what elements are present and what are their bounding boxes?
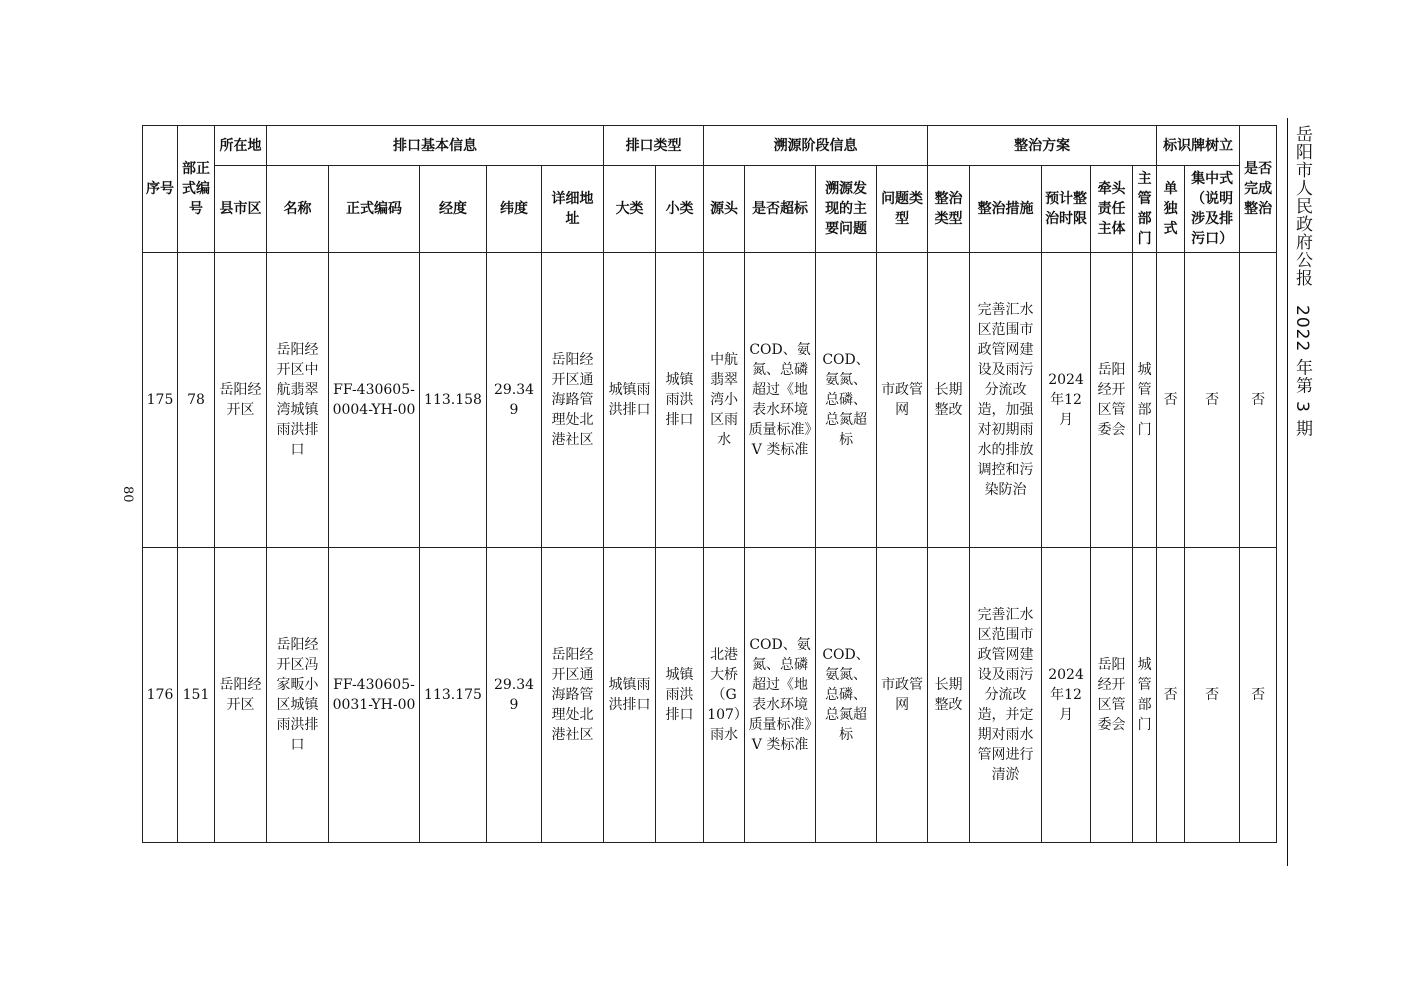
cell-single: 否 <box>1157 548 1185 843</box>
cell-exceed: COD、氨氮、总磷超过《地表水环境质量标准》V 类标准 <box>745 548 816 843</box>
cell-plan-type: 长期整改 <box>928 253 970 548</box>
header-location-group: 所在地 <box>215 126 267 166</box>
header-plan-group: 整治方案 <box>928 126 1157 166</box>
cell-single: 否 <box>1157 253 1185 548</box>
header-plan-type: 整治类型 <box>928 166 970 253</box>
cell-county: 岳阳经开区 <box>215 253 267 548</box>
header-minor: 小类 <box>656 166 704 253</box>
header-row-2 <box>143 166 1277 253</box>
cell-issue: COD、氨氮、总磷、总氮超标 <box>816 253 877 548</box>
header-name: 名称 <box>267 166 329 253</box>
header-lead: 牵头责任主体 <box>1091 166 1133 253</box>
cell-deadline: 2024年12月 <box>1042 253 1091 548</box>
header-basic-group: 排口基本信息 <box>267 126 604 166</box>
cell-major: 城镇雨洪排口 <box>604 548 656 843</box>
header-dept: 主管部门 <box>1133 166 1157 253</box>
header-issue: 溯源发现的主要问题 <box>816 166 877 253</box>
cell-name: 岳阳经开区冯家畈小区城镇雨洪排口 <box>267 548 329 843</box>
header-trace-group: 溯源阶段信息 <box>704 126 928 166</box>
table-row <box>143 548 1277 843</box>
cell-code: FF-430605-0004-YH-00 <box>329 253 420 548</box>
cell-issue: COD、氨氮、总磷、总氮超标 <box>816 548 877 843</box>
cell-done: 否 <box>1240 548 1277 843</box>
cell-latitude: 29.349 <box>487 253 542 548</box>
header-address: 详细地址 <box>542 166 604 253</box>
outfall-table <box>142 125 1277 843</box>
cell-dept-code: 151 <box>178 548 215 843</box>
cell-plan-type: 长期整改 <box>928 548 970 843</box>
cell-address: 岳阳经开区通海路管理处北港社区 <box>542 253 604 548</box>
cell-seq: 175 <box>143 253 178 548</box>
cell-latitude: 29.349 <box>487 548 542 843</box>
header-seq: 序号 <box>143 126 178 253</box>
table-row <box>143 253 1277 548</box>
cell-lead: 岳阳经开区管委会 <box>1091 548 1133 843</box>
header-done: 是否完成整治 <box>1240 126 1277 253</box>
page-number: 80 <box>120 486 135 503</box>
header-problem-type: 问题类型 <box>877 166 928 253</box>
cell-source: 中航翡翠湾小区雨水 <box>704 253 745 548</box>
cell-major: 城镇雨洪排口 <box>604 253 656 548</box>
header-county: 县市区 <box>215 166 267 253</box>
header-code: 正式编码 <box>329 166 420 253</box>
cell-longitude: 113.175 <box>420 548 487 843</box>
cell-name: 岳阳经开区中航翡翠湾城镇雨洪排口 <box>267 253 329 548</box>
cell-minor: 城镇雨洪排口 <box>656 548 704 843</box>
header-deadline: 预计整治时限 <box>1042 166 1091 253</box>
cell-deadline: 2024年12月 <box>1042 548 1091 843</box>
cell-problem-type: 市政管网 <box>877 548 928 843</box>
header-single: 单独式 <box>1157 166 1185 253</box>
cell-county: 岳阳经开区 <box>215 548 267 843</box>
header-longitude: 经度 <box>420 166 487 253</box>
cell-problem-type: 市政管网 <box>877 253 928 548</box>
cell-exceed: COD、氨氮、总磷超过《地表水环境质量标准》V 类标准 <box>745 253 816 548</box>
cell-central: 否 <box>1185 548 1240 843</box>
header-source: 源头 <box>704 166 745 253</box>
cell-seq: 176 <box>143 548 178 843</box>
cell-code: FF-430605-0031-YH-00 <box>329 548 420 843</box>
header-central: 集中式（说明涉及排污口） <box>1185 166 1240 253</box>
cell-dept: 城管部门 <box>1133 253 1157 548</box>
cell-longitude: 113.158 <box>420 253 487 548</box>
cell-central: 否 <box>1185 253 1240 548</box>
side-rule <box>1287 118 1288 866</box>
header-latitude: 纬度 <box>487 166 542 253</box>
cell-dept: 城管部门 <box>1133 548 1157 843</box>
header-dept-code: 部正式编号 <box>178 126 215 253</box>
cell-measures: 完善汇水区范围市政管网建设及雨污分流改造，并定期对雨水管网进行清淤 <box>970 548 1042 843</box>
cell-measures: 完善汇水区范围市政管网建设及雨污分流改造，加强对初期雨水的排放调控和污染防治 <box>970 253 1042 548</box>
cell-minor: 城镇雨洪排口 <box>656 253 704 548</box>
journal-title: 岳阳市人民政府公报 2022 年第 3 期 <box>1292 125 1312 438</box>
cell-lead: 岳阳经开区管委会 <box>1091 253 1133 548</box>
cell-address: 岳阳经开区通海路管理处北港社区 <box>542 548 604 843</box>
cell-done: 否 <box>1240 253 1277 548</box>
header-row-1 <box>143 126 1277 166</box>
cell-source: 北港大桥（G107）雨水 <box>704 548 745 843</box>
header-major: 大类 <box>604 166 656 253</box>
cell-dept-code: 78 <box>178 253 215 548</box>
header-exceed: 是否超标 <box>745 166 816 253</box>
header-measures: 整治措施 <box>970 166 1042 253</box>
header-type-group: 排口类型 <box>604 126 704 166</box>
header-sign-group: 标识牌树立 <box>1157 126 1240 166</box>
